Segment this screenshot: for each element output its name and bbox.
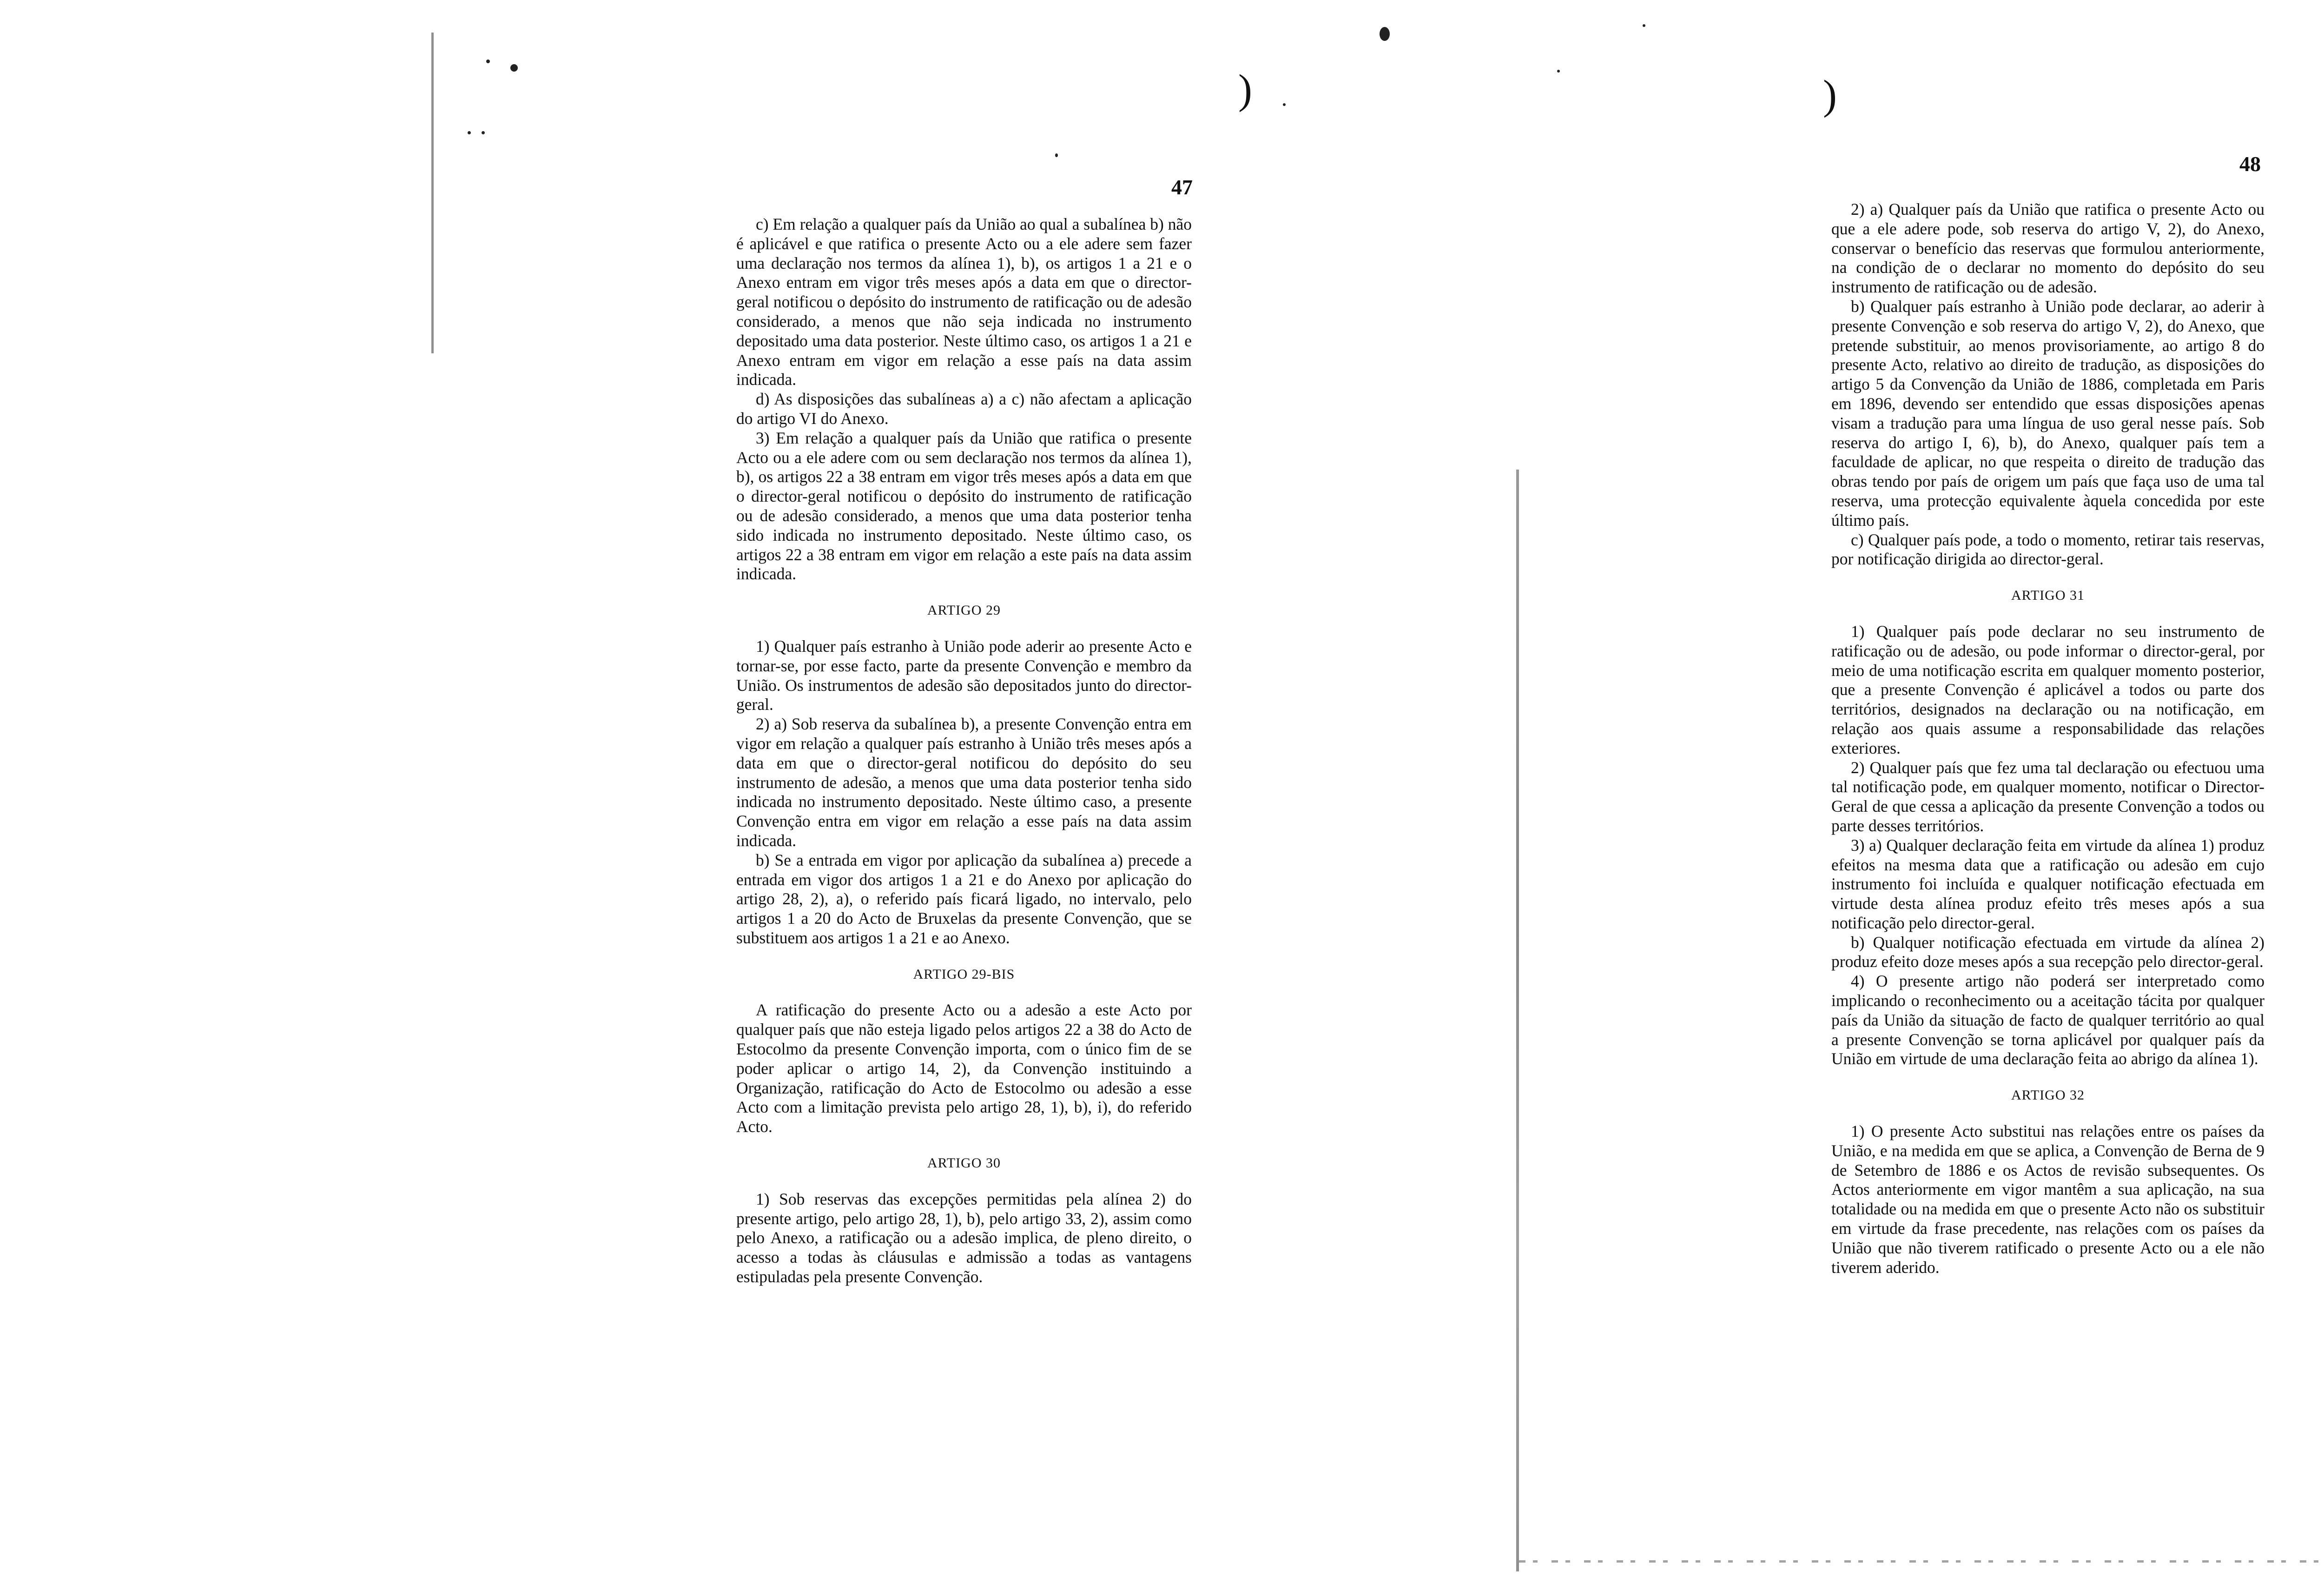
body-paragraph: A ratificação do presente Acto ou a adesão a este Acto por qualquer país que não esteja ligado pelos artigos 22 a 38 do Acto de Estocolmo da presente Convenção importa, com o único fim de se poder aplicar o artigo 14, 2), da Convenção instituindo a Organização, ratificação do Acto de Estocolmo ou adesão a esse Acto com a limitação prevista pelo artigo 28, 1), b), i), do referido Acto.	[736, 1001, 1192, 1136]
body-paragraph: c) Em relação a qualquer país da União ao qual a subalínea b) não é aplicável e que ratifica o presente Acto ou a ele adere sem fazer uma declaração nos termos da alínea 1), b), os artigos 1 a 21 e o Anexo entram em vigor três meses após a data em que o director-geral notificou o depósito do instrumento de ratificação ou de adesão considerado, a menos que não seja indicada no instrumento depositado uma data posterior. Neste último caso, os artigos 1 a 21 e Anexo entram em vigor em relação a esse país na data assim indicada.	[736, 215, 1192, 389]
scan-speck	[486, 60, 490, 63]
body-paragraph: c) Qualquer país pode, a todo o momento, retirar tais reservas, por notificação dirigida ao director-geral.	[1831, 530, 2265, 569]
body-paragraph: 1) Qualquer país pode declarar no seu instrumento de ratificação ou de adesão, ou pode informar o director-geral, por meio de uma notificação escrita em qualquer momento posterior, que a presente Convenção é aplicável a todos ou parte dos territórios, designados na declaração ou na notificação, em relação aos quais assume a responsabilidade das relações exteriores.	[1831, 622, 2265, 757]
article-heading: ARTIGO 29-BIS	[913, 966, 1015, 982]
body-paragraph: 2) a) Sob reserva da subalínea b), a presente Convenção entra em vigor em relação a qualquer país estranho à União três meses após a data em que o director-geral notificou do depósito do seu instrumento de adesão, a menos que uma data posterior tenha sido indicada no instrumento depositado. Neste último caso, a presente Convenção entra em vigor em relação a esse país na data assim indicada.	[736, 715, 1192, 850]
body-paragraph: 1) Sob reservas das excepções permitidas pela alínea 2) do presente artigo, pelo artigo 28, 1), b), pelo artigo 33, 2), assim como pelo Anexo, a ratificação ou a adesão implica, de pleno direito, o acesso a todas às cláusulas e admissão a todas as vantagens estipuladas pela presente Convenção.	[736, 1189, 1192, 1286]
body-paragraph: 1) Qualquer país estranho à União pode aderir ao presente Acto e tornar-se, por esse facto, parte da presente Convenção e membro da União. Os instrumentos de adesão são depositados junto do director-geral.	[736, 636, 1192, 714]
right-page-text-column	[1831, 200, 2265, 1277]
article-heading: ARTIGO 30	[927, 1155, 1001, 1171]
page-number-left: 47	[1171, 175, 1193, 199]
book-fold-shadow	[1516, 470, 1519, 1571]
scan-speck	[1557, 70, 1560, 73]
article-heading: ARTIGO 32	[2011, 1087, 2085, 1103]
scan-speck	[1283, 103, 1286, 106]
scan-speck	[1055, 153, 1058, 157]
body-paragraph: 1) O presente Acto substitui nas relações entre os países da União, e na medida em que se aplica, a Convenção de Berna de 9 de Setembro de 1886 e os Actos de revisão subsequentes. Os Actos anteriormente em vigor mantêm a sua aplicação, na sua totalidade ou na medida em que o presente Acto não os substituir em virtude da frase precedente, nas relações com os países da União que não tiverem ratificado o presente Acto ou a ele não tiverem aderido.	[1831, 1122, 2265, 1277]
article-heading: ARTIGO 31	[2011, 588, 2085, 603]
body-paragraph: 4) O presente artigo não poderá ser interpretado como implicando o reconhecimento ou a aceitação tácita por qualquer país da União da situação de facto de qualquer território ao qual a presente Convenção se torna aplicável por qualquer país da União em virtude de uma declaração feita ao abrigo da alínea 1).	[1831, 972, 2265, 1068]
body-paragraph: b) Qualquer país estranho à União pode declarar, ao aderir à presente Convenção e sob reserva do artigo V, 2), do Anexo, que pretende substituir, ao menos provisoriamente, ao artigo 8 do presente Acto, relativo ao direito de tradução, as disposições do artigo 5 da Convenção da União de 1886, completada em Paris em 1896, devendo ser entendido que essas disposições apenas visam a tradução para uma língua de uso geral nesse país. Sob reserva do artigo I, 6), b), do Anexo, qualquer país tem a faculdade de aplicar, no que respeita o direito de tradução das obras tendo por país de origem um país que faça uso de uma tal reserva, uma protecção equivalente àquela concedida por este último país.	[1831, 297, 2265, 530]
body-paragraph: 2) Qualquer país que fez uma tal declaração ou efectuou uma tal notificação pode, em qualquer momento, notificar o Director-Geral de que cessa a aplicação da presente Convenção a todos ou parte desses territórios.	[1831, 758, 2265, 835]
body-paragraph: 2) a) Qualquer país da União que ratifica o presente Acto ou que a ele adere pode, sob reserva do artigo V, 2), do Anexo, conservar o benefício das reservas que formulou anteriormente, na condição de o declarar no momento do depósito do seu instrumento de ratificação ou de adesão.	[1831, 200, 2265, 297]
page-number-right: 48	[2239, 152, 2261, 176]
scan-margin-line	[431, 33, 434, 353]
scan-speck	[510, 64, 518, 72]
scan-bracket-mark: )	[1823, 72, 1837, 118]
body-paragraph: 3) Em relação a qualquer país da União que ratifica o presente Acto ou a ele adere com ou sem declaração nos termos da alínea 1), b), os artigos 22 a 38 entram em vigor três meses após a data em que o director-geral notificou o depósito do instrumento de ratificação ou de adesão considerado, a menos que uma data posterior tenha sido indicada no instrumento depositado. Neste último caso, os artigos 22 a 38 entram em vigor em relação a este país na data assim indicada.	[736, 428, 1192, 583]
body-paragraph: d) As disposições das subalíneas a) a c) não afectam a aplicação do artigo VI do Anexo.	[736, 390, 1192, 428]
body-paragraph: b) Qualquer notificação efectuada em virtude da alínea 2) produz efeito doze meses após a sua recepção pelo director-geral.	[1831, 933, 2265, 971]
scan-bracket-mark: )	[1238, 66, 1252, 113]
body-paragraph: 3) a) Qualquer declaração feita em virtude da alínea 1) produz efeitos na mesma data que a ratificação ou adesão em cujo instrumento foi incluída e qualquer notificação efectuada em virtude desta alínea produz efeito três meses após a sua notificação pelo director-geral.	[1831, 835, 2265, 932]
left-page-text-column	[736, 215, 1192, 1287]
scan-speck	[1380, 27, 1390, 41]
scan-bottom-edge	[1519, 1560, 2324, 1563]
scan-speck	[482, 131, 485, 134]
scan-speck	[468, 131, 471, 134]
scan-speck	[1643, 24, 1645, 27]
article-heading: ARTIGO 29	[927, 603, 1001, 618]
body-paragraph: b) Se a entrada em vigor por aplicação da subalínea a) precede a entrada em vigor dos artigos 1 a 21 e do Anexo por aplicação do artigo 28, 2), a), o referido país ficará ligado, no intervalo, pelo artigos 1 a 20 do Acto de Bruxelas da presente Convenção, que se substituem aos artigos 1 a 21 e ao Anexo.	[736, 850, 1192, 947]
